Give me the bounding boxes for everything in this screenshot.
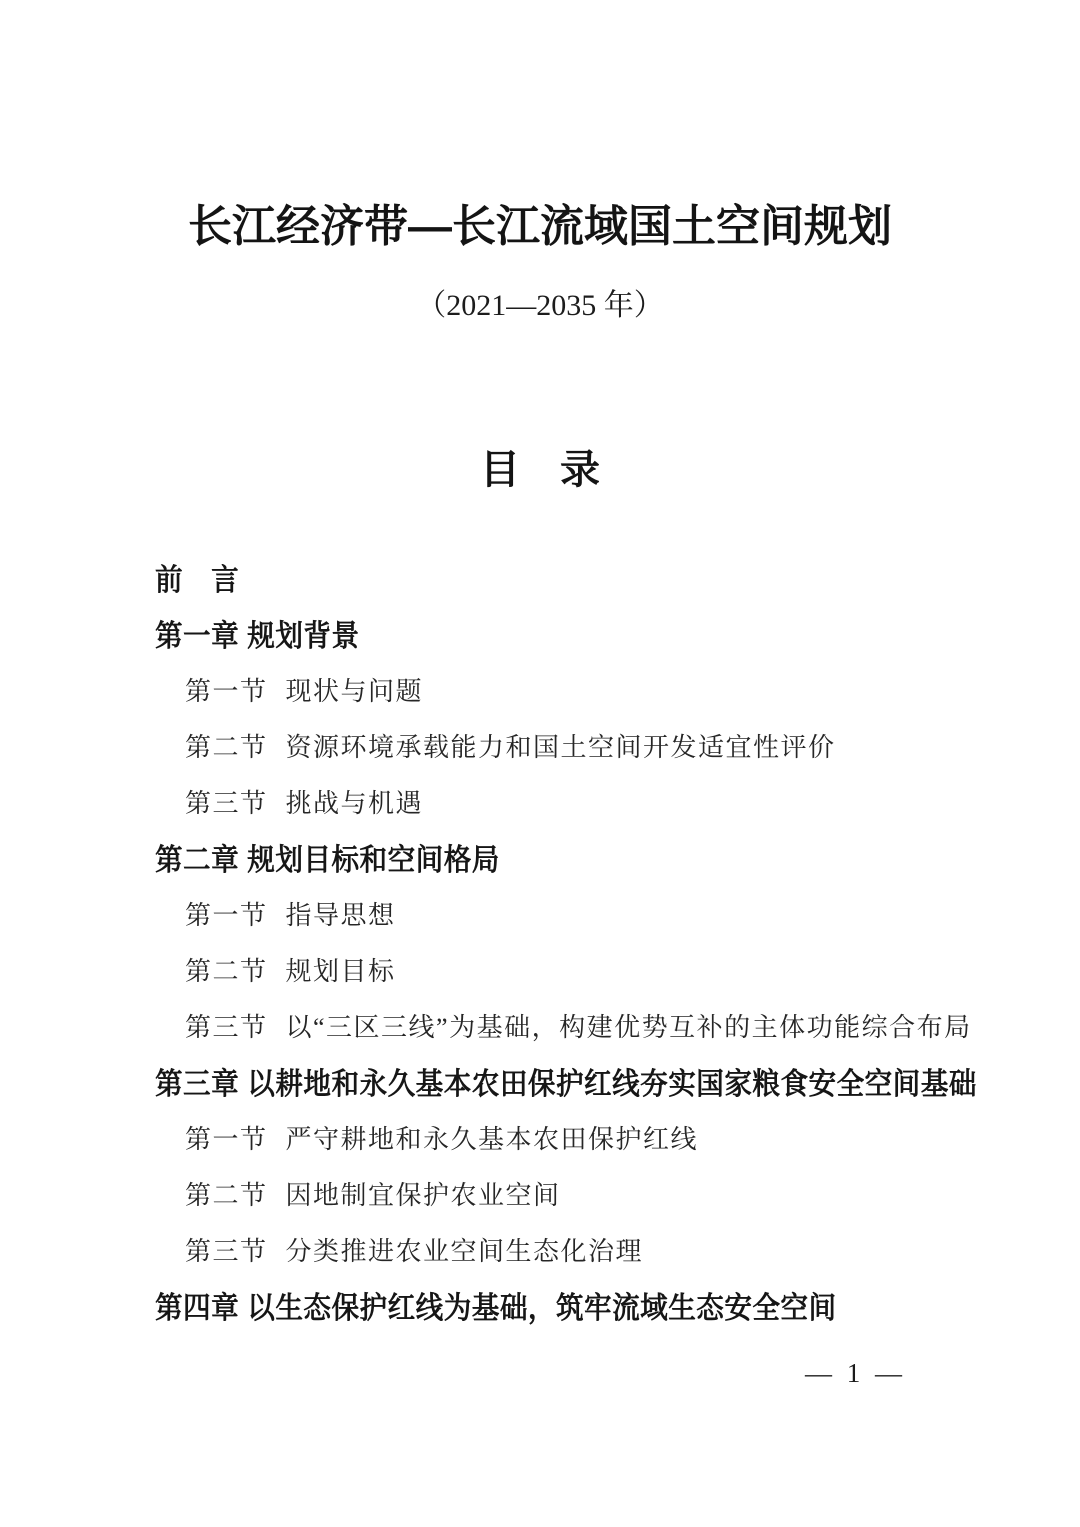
- document-title: 长江经济带—长江流域国土空间规划: [188, 202, 892, 251]
- toc-entry-preface: 前 言: [155, 564, 240, 597]
- toc-entry-chapter-4: 第四章 以生态保护红线为基础，筑牢流域生态安全空间: [155, 1292, 837, 1325]
- page-number: — 1 —: [805, 1358, 902, 1388]
- document-subtitle: （2021—2035 年）: [416, 289, 664, 322]
- toc-heading: 目 录: [480, 448, 600, 492]
- toc-entry-chapter-3-section-2: 第二节 因地制宜保护农业空间: [185, 1180, 561, 1210]
- toc-entry-chapter-1-section-3: 第三节 挑战与机遇: [185, 788, 424, 818]
- toc-entry-chapter-2-section-3: 第三节 以“三区三线”为基础，构建优势互补的主体功能综合布局: [185, 1012, 972, 1042]
- toc-entry-chapter-1: 第一章 规划背景: [155, 620, 360, 653]
- toc-entry-chapter-3-section-1: 第一节 严守耕地和永久基本农田保护红线: [185, 1124, 699, 1154]
- toc-list: [155, 549, 1000, 1333]
- toc-entry-chapter-1-section-2: 第二节 资源环境承载能力和国土空间开发适宜性评价: [185, 732, 836, 762]
- toc-entry-chapter-1-section-1: 第一节 现状与问题: [185, 676, 424, 706]
- toc-entry-chapter-3-section-3: 第三节 分类推进农业空间生态化治理: [185, 1236, 644, 1266]
- toc-entry-chapter-3: 第三章 以耕地和永久基本农田保护红线夯实国家粮食安全空间基础: [155, 1068, 977, 1101]
- toc-entry-chapter-2: 第二章 规划目标和空间格局: [155, 844, 500, 877]
- toc-entry-chapter-2-section-1: 第一节 指导思想: [185, 900, 396, 930]
- toc-entry-chapter-2-section-2: 第二节 规划目标: [185, 956, 396, 986]
